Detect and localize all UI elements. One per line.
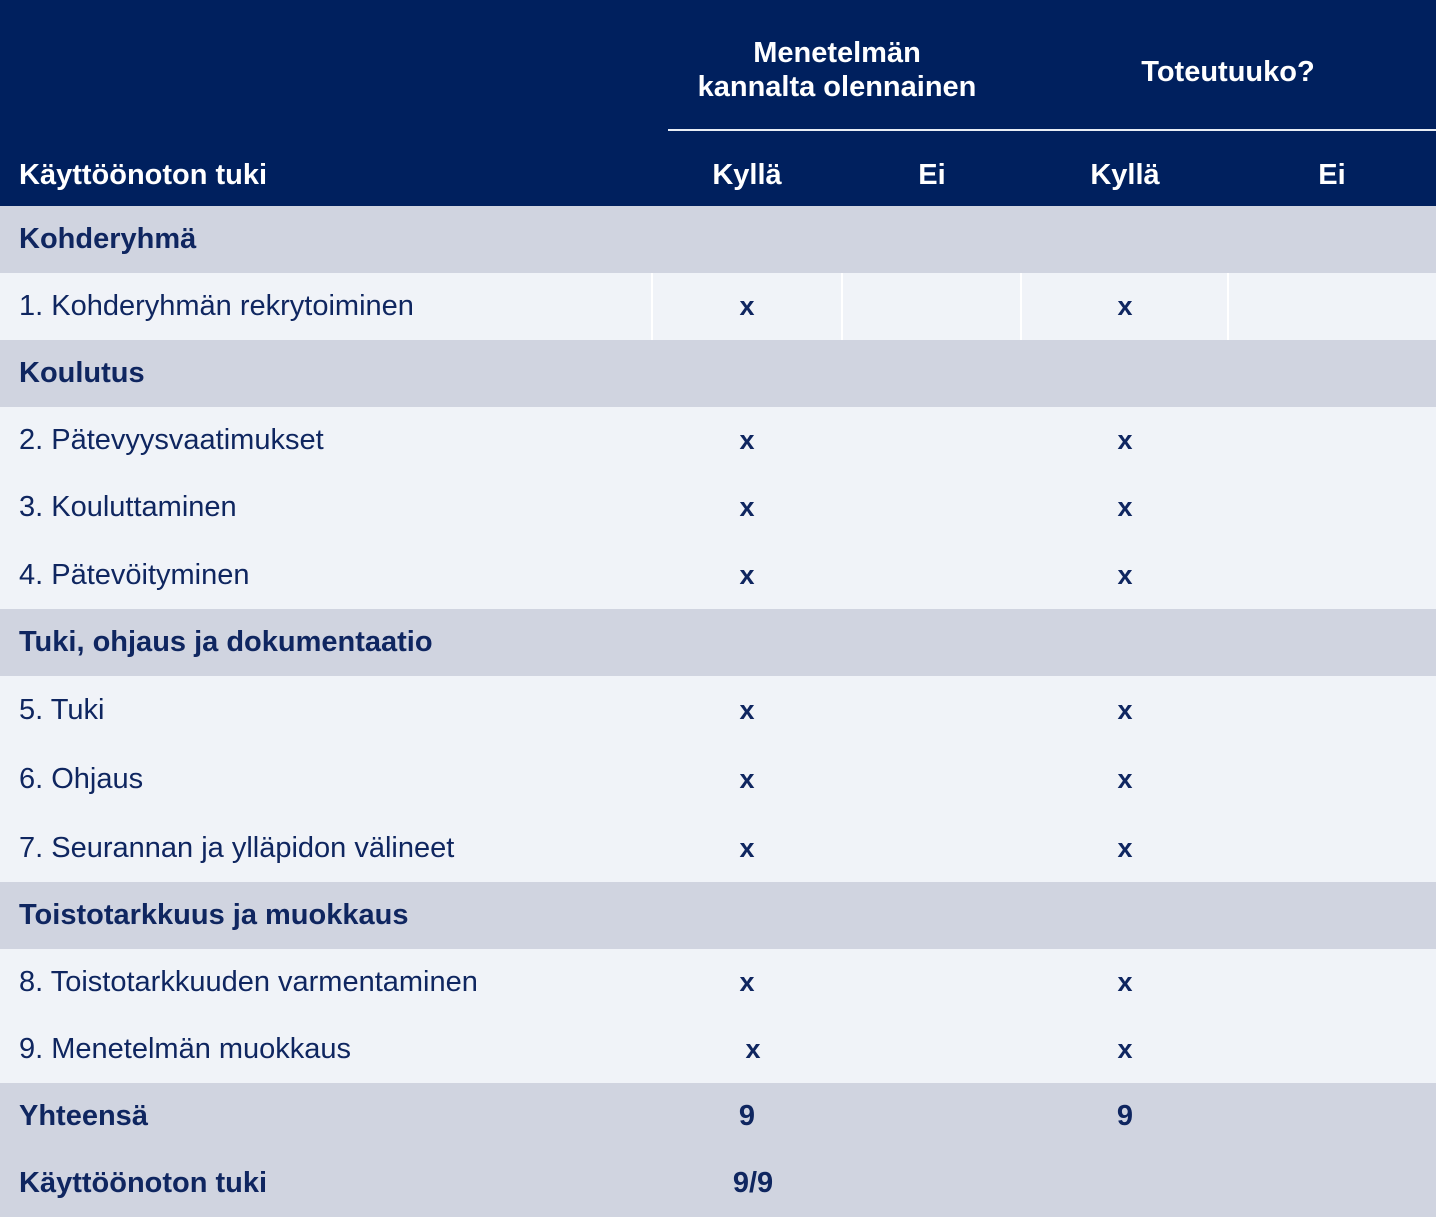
table-row	[0, 1016, 1436, 1083]
table-header	[0, 0, 1436, 206]
cell-relevant-yes: x	[739, 492, 755, 522]
section-row	[0, 609, 1436, 676]
total-relevant-yes: 9	[738, 1100, 756, 1132]
table-row	[0, 407, 1436, 474]
row-label: 1. Kohderyhmän rekrytoiminen	[19, 290, 414, 322]
section-title: Koulutus	[19, 357, 145, 389]
cell-realized-yes: x	[1117, 1034, 1133, 1064]
subheader-realized-yes: Kyllä	[1090, 159, 1160, 191]
row-label: 6. Ohjaus	[19, 763, 144, 795]
group-header-relevance-line1: Menetelmän	[753, 37, 921, 69]
section-title: Kohderyhmä	[19, 223, 197, 255]
cell-realized-no	[1228, 745, 1436, 814]
cell-realized-yes: x	[1117, 425, 1133, 455]
row-label: 7. Seurannan ja ylläpidon välineet	[19, 831, 455, 864]
cell-realized-no	[1228, 474, 1436, 541]
section-row	[0, 340, 1436, 407]
cell-relevant-no	[842, 814, 1022, 882]
row-label: 3. Kouluttaminen	[19, 491, 237, 523]
cell-realized-yes: x	[1117, 832, 1133, 863]
section-title: Tuki, ohjaus ja dokumentaatio	[19, 626, 433, 658]
table-row	[0, 273, 1436, 340]
cell-relevant-no	[842, 676, 1022, 745]
subheader-relevant-no: Ei	[918, 159, 946, 191]
row-label: 5. Tuki	[19, 694, 105, 726]
cell-relevant-yes: x	[739, 967, 755, 997]
cell-relevant-yes: x	[739, 291, 755, 321]
group-header-realized: Toteutuuko?	[1141, 56, 1315, 88]
cell-relevant-yes: x	[739, 559, 755, 590]
cell-relevant-yes: x	[739, 695, 755, 725]
total-relevant-no	[842, 1083, 1022, 1150]
cell-realized-yes: x	[1117, 764, 1133, 794]
table-row	[0, 676, 1436, 745]
section-row	[0, 882, 1436, 949]
cell-realized-no	[1228, 407, 1436, 474]
cell-realized-yes: x	[1117, 492, 1133, 522]
group-header-divider	[668, 129, 1436, 131]
cell-realized-yes: x	[1117, 695, 1133, 725]
cell-realized-yes: x	[1117, 291, 1133, 321]
row-label: 4. Pätevöityminen	[19, 558, 250, 591]
cell-relevant-yes: x	[739, 764, 755, 794]
group-header-relevance-line2: kannalta olennainen	[697, 71, 977, 103]
cell-realized-yes: x	[1117, 559, 1133, 590]
cell-realized-no	[1228, 814, 1436, 882]
cell-relevant-no	[842, 541, 1022, 609]
table-row	[0, 474, 1436, 541]
table-row	[0, 541, 1436, 609]
cell-relevant-no	[842, 407, 1022, 474]
total-realized-yes: 9	[1116, 1100, 1134, 1132]
row-label: 9. Menetelmän muokkaus	[19, 1033, 352, 1065]
subheader-relevant-yes: Kyllä	[712, 159, 782, 191]
cell-relevant-yes: x	[739, 425, 755, 455]
total-realized-no	[1228, 1083, 1436, 1150]
section-title: Toistotarkkuus ja muokkaus	[19, 899, 409, 931]
cell-realized-no	[1228, 949, 1436, 1016]
row-label: 2. Pätevyysvaatimukset	[19, 424, 324, 456]
group-header-relevance	[668, 36, 1006, 104]
totals-label: Yhteensä	[19, 1100, 148, 1132]
cell-relevant-no	[842, 949, 1022, 1016]
table-row	[0, 949, 1436, 1016]
summary-label: Käyttöönoton tuki	[19, 1167, 268, 1199]
cell-relevant-no	[842, 745, 1022, 814]
row-label: 8. Toistotarkkuuden varmentaminen	[19, 966, 478, 998]
row-label-header: Käyttöönoton tuki	[19, 159, 268, 191]
table-row	[0, 745, 1436, 814]
cell-relevant-no	[842, 273, 1022, 340]
section-row	[0, 206, 1436, 273]
cell-realized-yes: x	[1117, 967, 1133, 997]
subheader-realized-no: Ei	[1318, 159, 1346, 191]
summary-row	[0, 1150, 1436, 1217]
cell-relevant-yes: x	[739, 832, 755, 863]
cell-realized-no	[1228, 676, 1436, 745]
cell-realized-no	[1228, 1016, 1436, 1083]
cell-relevant-no	[842, 1016, 1022, 1083]
summary-value: 9/9	[732, 1167, 774, 1199]
cell-realized-no	[1228, 541, 1436, 609]
cell-relevant-yes: x	[745, 1034, 761, 1064]
cell-relevant-no	[842, 474, 1022, 541]
cell-realized-no	[1228, 273, 1436, 340]
totals-row	[0, 1083, 1436, 1150]
table-row	[0, 814, 1436, 882]
